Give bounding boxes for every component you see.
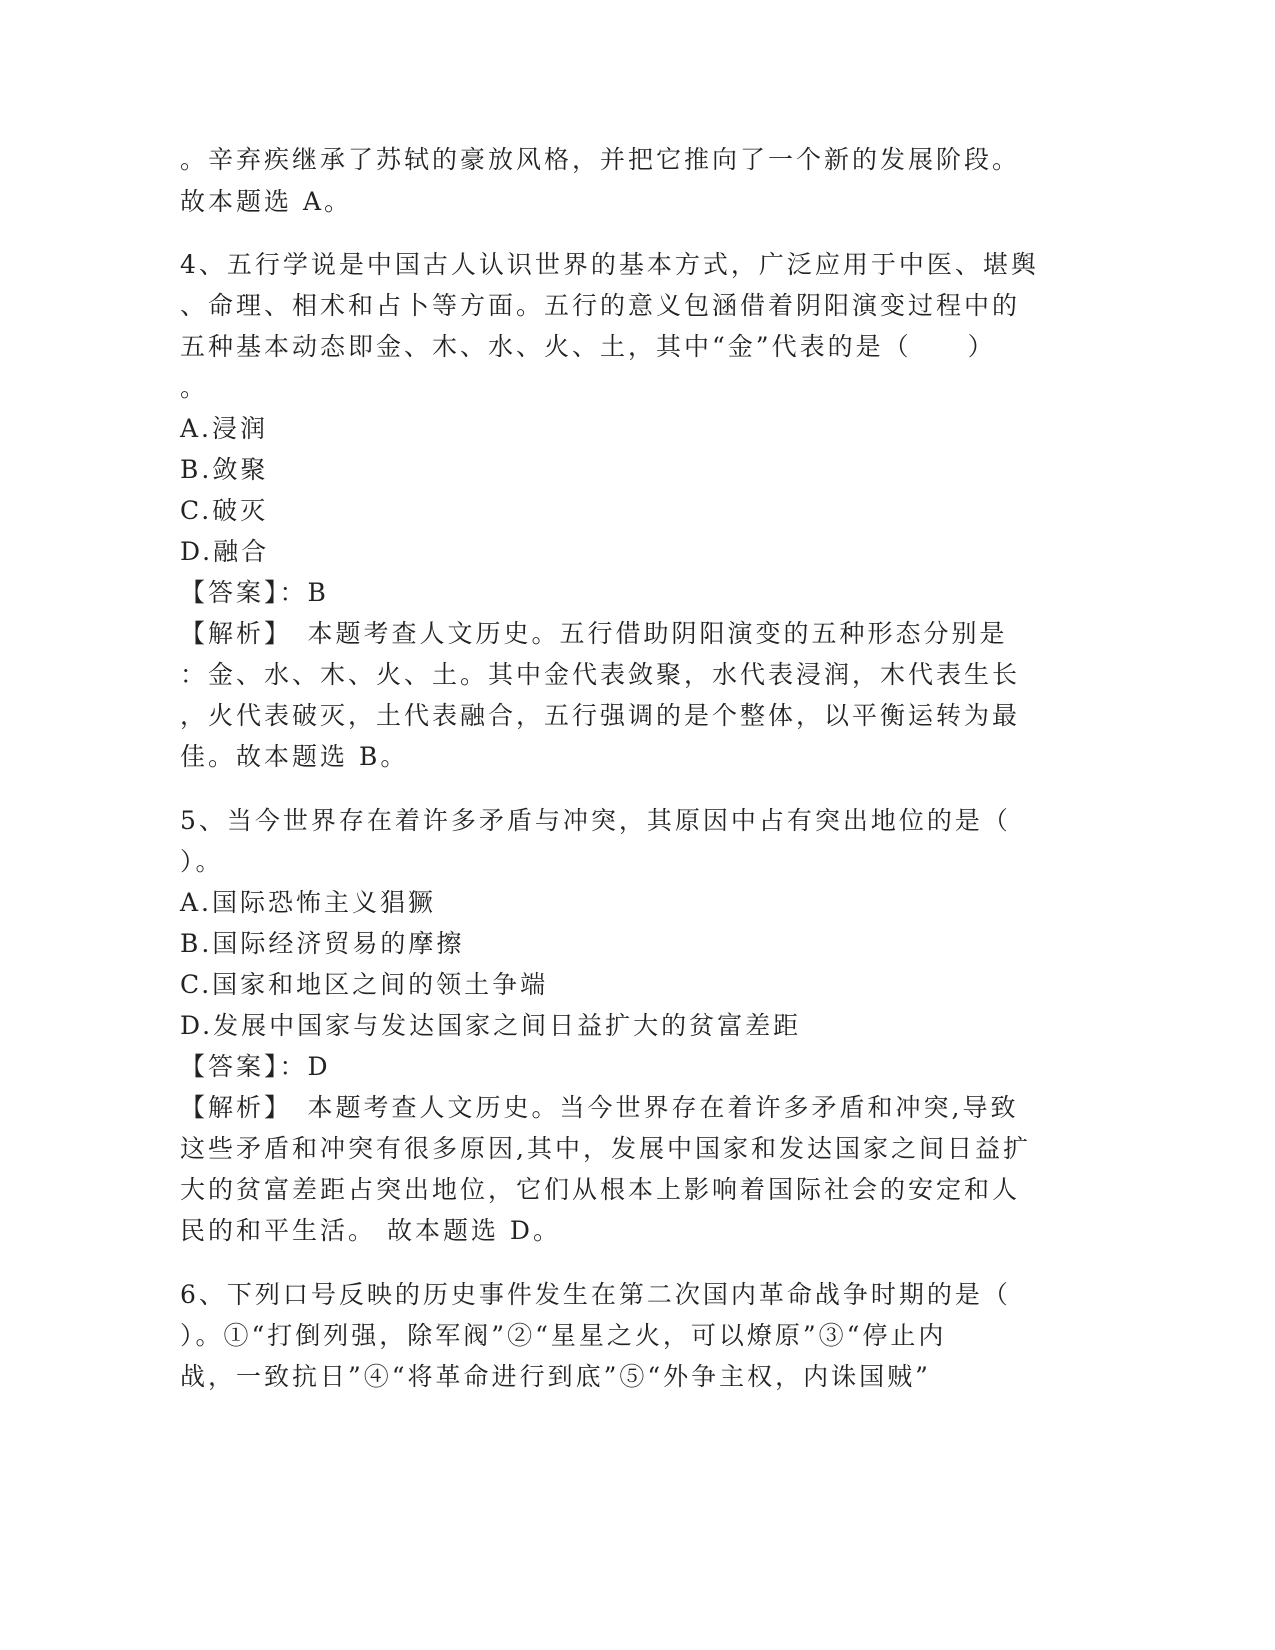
question-4-analysis-line: 佳。故本题选 B。 [180,742,409,771]
question-6-stem-line: 6、下列口号反映的历史事件发生在第二次国内革命战争时期的是（ [180,1280,1011,1309]
question-5-analysis-line: 大的贫富差距占突出地位，它们从根本上影响着国际社会的安定和人 [180,1175,1021,1204]
question-4-option-b: B.敛聚 [180,455,269,484]
question-4-option-d: D.融合 [180,537,270,566]
question-4-analysis-line: 【解析】 本题考查人文历史。五行借助阴阳演变的五种形态分别是 [180,619,1008,648]
question-5-stem-line: ）。 [180,847,224,876]
question-5-option-b: B.国际经济贸易的摩擦 [180,929,465,958]
question-4-option-a: A.浸润 [180,414,269,443]
question-4-answer: 【答案】：B [180,578,329,607]
question-4-stem-line: 五种基本动态即金、木、水、火、土，其中“金”代表的是（ ） [180,332,996,361]
question-5-answer: 【答案】：D [180,1052,331,1081]
question-5-option-c: C.国家和地区之间的领土争端 [180,970,549,999]
question-5-analysis-line: 这些矛盾和冲突有很多原因,其中，发展中国家和发达国家之间日益扩 [180,1134,1031,1163]
question-4-stem-line: 、命理、相术和占卜等方面。五行的意义包涵借着阴阳演变过程中的 [180,291,1021,320]
question-5-option-d: D.发展中国家与发达国家之间日益扩大的贫富差距 [180,1011,802,1040]
question-6-stem-line: 战，一致抗日”④“将革命进行到底”⑤“外争主权，内诛国贼” [180,1362,931,1391]
question-4-analysis-line: ：金、水、木、火、土。其中金代表敛聚，水代表浸润，木代表生长 [180,660,1021,689]
question-5-option-a: A.国际恐怖主义猖獗 [180,888,437,917]
question-4-stem-line: 4、五行学说是中国古人认识世界的基本方式，广泛应用于中医、堪舆 [180,250,1039,279]
prev-explanation-line: 故本题选 A。 [180,187,353,216]
question-5-analysis-line: 【解析】 本题考查人文历史。当今世界存在着许多矛盾和冲突,导致 [180,1093,1019,1122]
question-5-analysis-line: 民的和平生活。 故本题选 D。 [180,1216,561,1245]
question-5-stem-line: 5、当今世界存在着许多矛盾与冲突，其原因中占有突出地位的是（ [180,806,1011,835]
prev-explanation-line: 。辛弃疾继承了苏轼的豪放风格，并把它推向了一个新的发展阶段。 [180,145,1021,174]
question-4-analysis-line: ，火代表破灭，土代表融合，五行强调的是个整体，以平衡运转为最 [180,701,1021,730]
question-4-option-c: C.破灭 [180,496,269,525]
question-4-stem-line: 。 [180,373,209,402]
question-6-stem-line: ）。①“打倒列强，除军阀”②“星星之火，可以燎原”③“停止内 [180,1321,947,1350]
